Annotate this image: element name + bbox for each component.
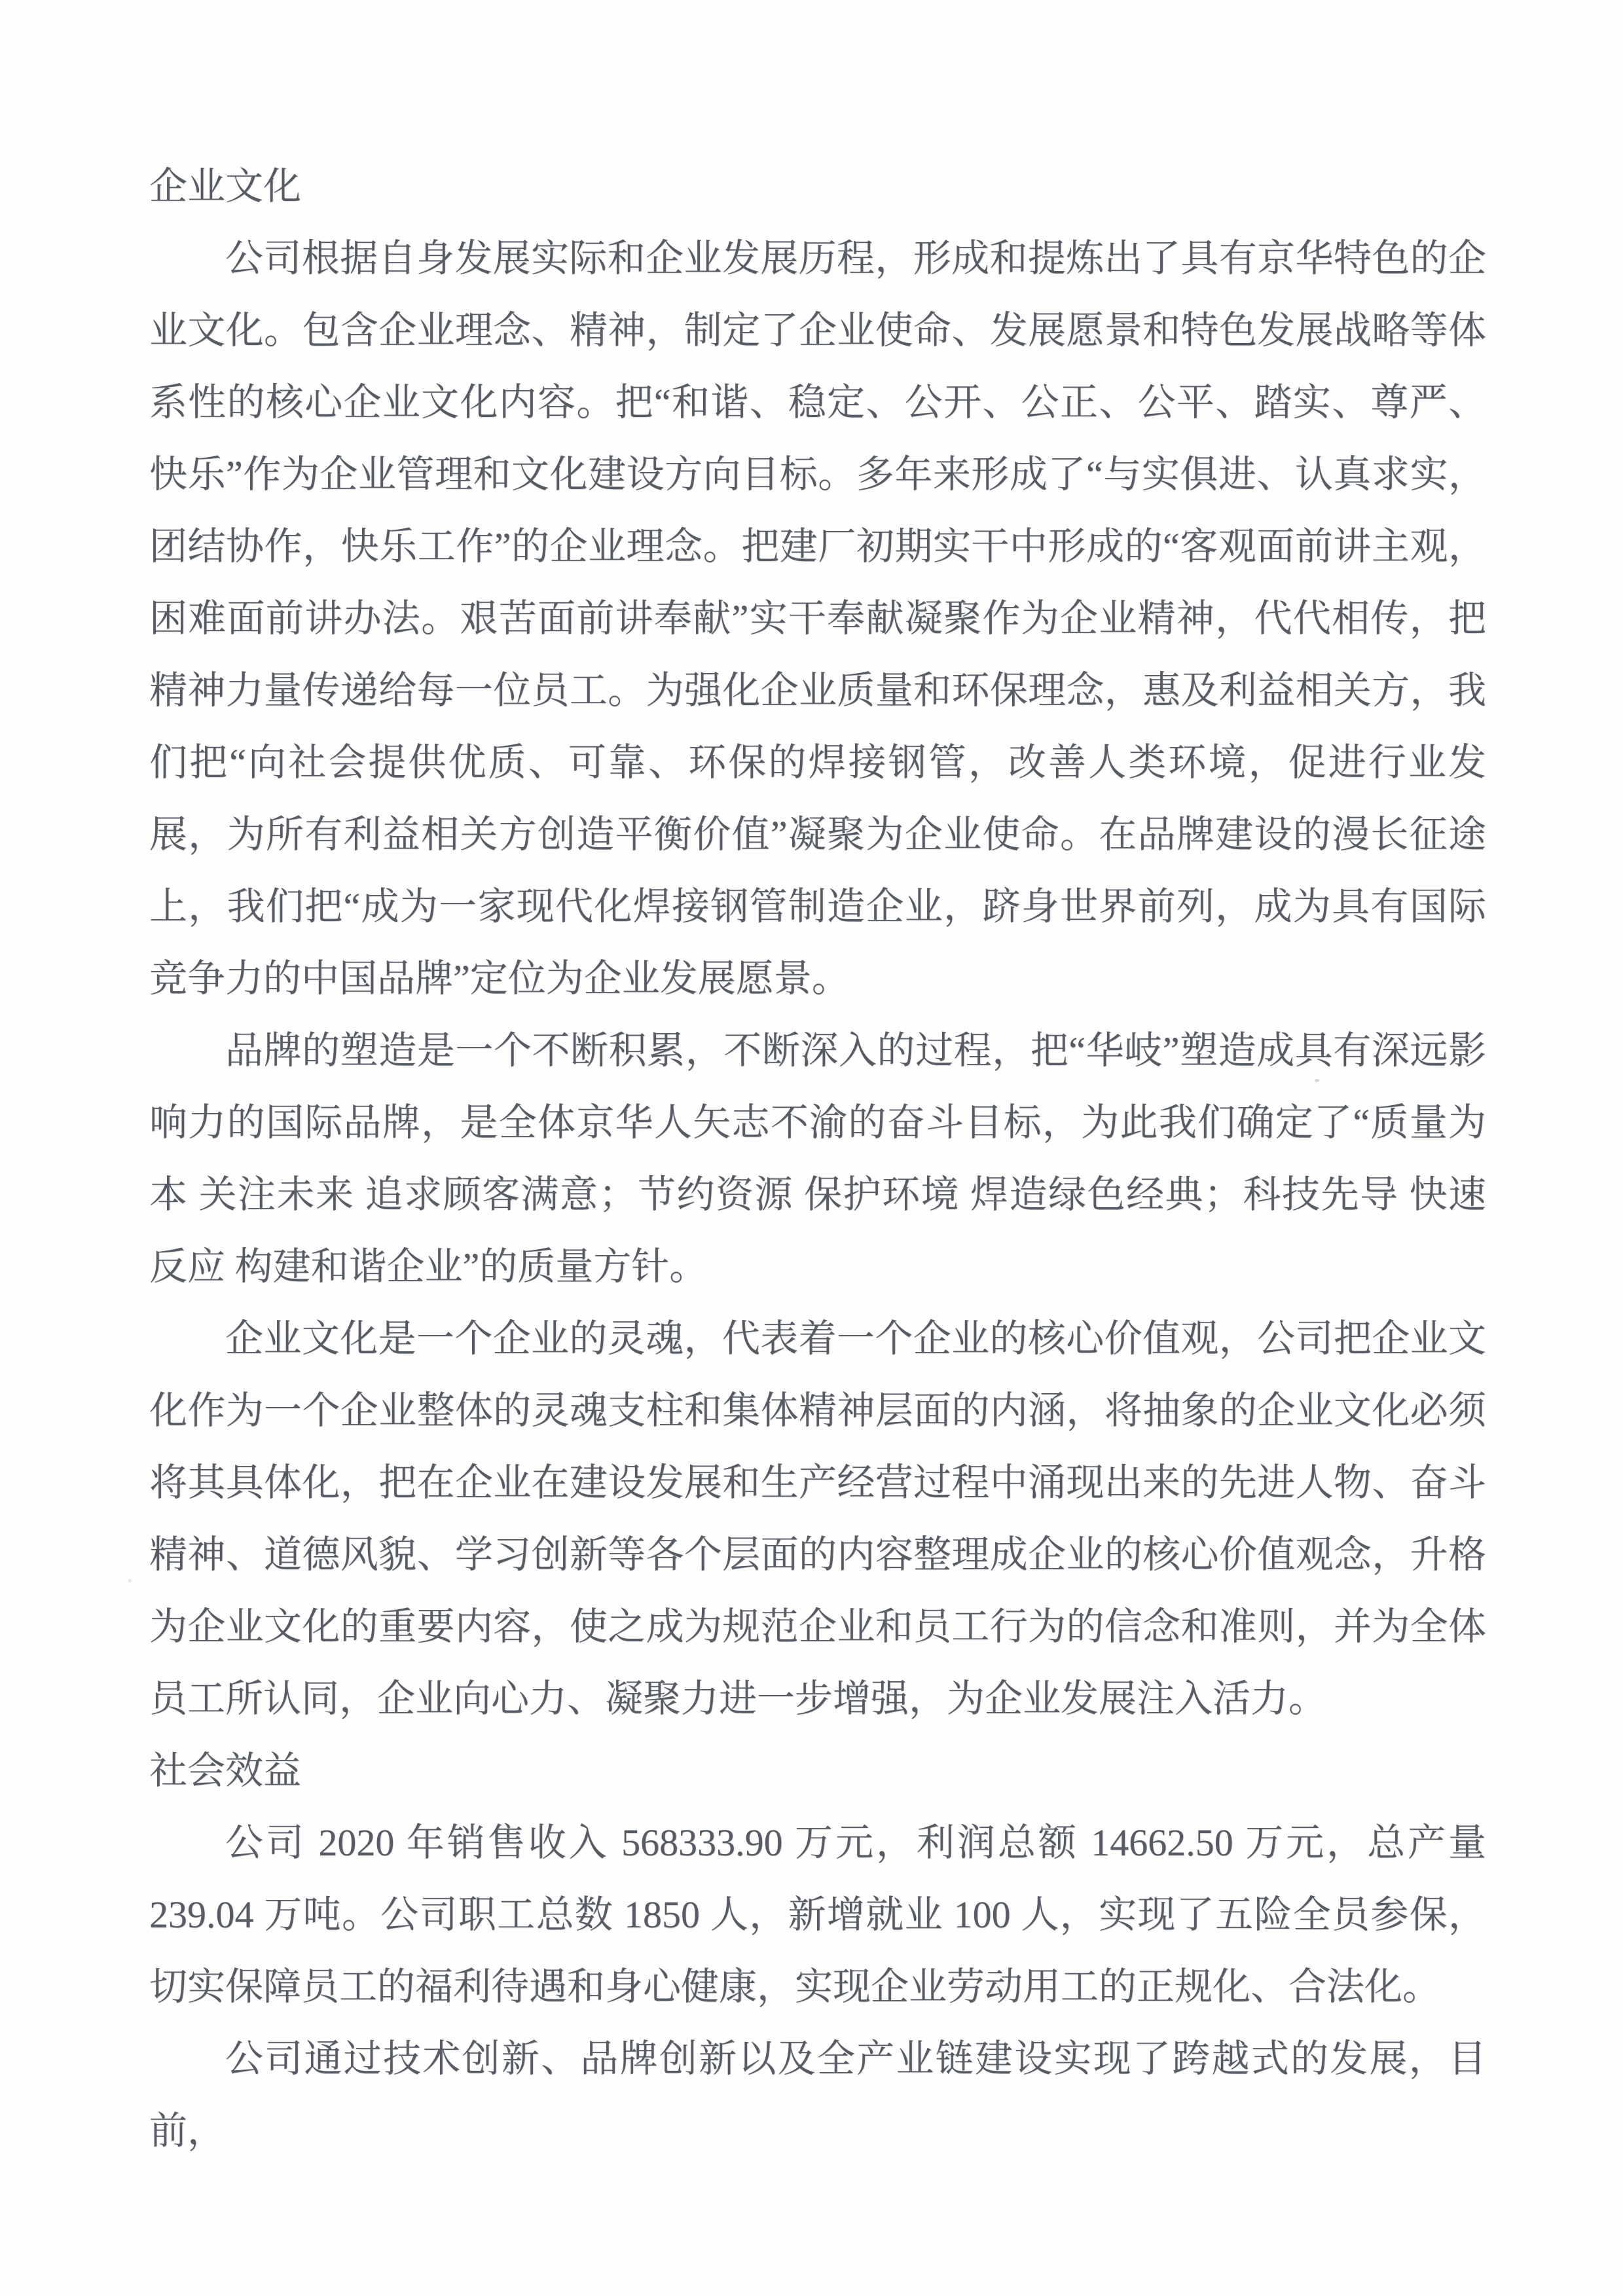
- paragraph-innovation-development: 公司通过技术创新、品牌创新以及全产业链建设实现了跨越式的发展，目前，: [149, 2037, 1486, 2152]
- scan-artifact-speck: [128, 1579, 132, 1582]
- paragraph-brand-quality-policy: 品牌的塑造是一个不断积累，不断深入的过程，把“华岐”塑造成具有深远影响力的国际品牌，是全体京华人矢志不渝的奋斗目标，为此我们确定了“质量为本 关注未来 追求顾客满意；节约资源 保护环境 焊造绿色经典；科技先导 快速反应 构建和谐企业”的质量方针。: [149, 1029, 1486, 1288]
- paragraph-culture-overview: 公司根据自身发展实际和企业发展历程，形成和提炼出了具有京华特色的企业文化。包含企业理念、精神，制定了企业使命、发展愿景和特色发展战略等体系性的核心企业文化内容。把“和谐、稳定、公开、公正、公平、踏实、尊严、快乐”作为企业管理和文化建设方向目标。多年来形成了“与实俱进、认真求实，团结协作，快乐工作”的企业理念。把建厂初期实干中形成的“客观面前讲主观，困难面前讲办法。艰苦面前讲奉献”实干奉献凝聚作为企业精神，代代相传，把精神力量传递给每一位员工。为强化企业质量和环保理念，惠及利益相关方，我们把“向社会提供优质、可靠、环保的焊接钢管，改善人类环境，促进行业发展，为所有利益相关方创造平衡价值”凝聚为企业使命。在品牌建设的漫长征途上，我们把“成为一家现代化焊接钢管制造企业，跻身世界前列，成为具有国际竞争力的中国品牌”定位为企业发展愿景。: [149, 237, 1486, 1000]
- document-content: [149, 151, 1486, 2167]
- paragraph-financial-figures: 公司 2020 年销售收入 568333.90 万元，利润总额 14662.50 万元，总产量 239.04 万吨。公司职工总数 1850 人，新增就业 100 人，实现了五险全员参保，切实保障员工的福利待遇和身心健康，实现企业劳动用工的正规化、合法化。: [149, 1821, 1486, 2008]
- section-heading-social-benefit: 社会效益: [149, 1749, 302, 1792]
- section-heading-corporate-culture: 企业文化: [149, 165, 302, 208]
- scan-artifact-speck: [1315, 1079, 1319, 1082]
- paragraph-culture-soul: 企业文化是一个企业的灵魂，代表着一个企业的核心价值观，公司把企业文化作为一个企业整体的灵魂支柱和集体精神层面的内涵，将抽象的企业文化必须将其具体化，把在企业在建设发展和生产经营过程中涌现出来的先进人物、奋斗精神、道德风貌、学习创新等各个层面的内容整理成企业的核心价值观念，升格为企业文化的重要内容，使之成为规范企业和员工行为的信念和准则，并为全体员工所认同，企业向心力、凝聚力进一步增强，为企业发展注入活力。: [149, 1317, 1486, 1720]
